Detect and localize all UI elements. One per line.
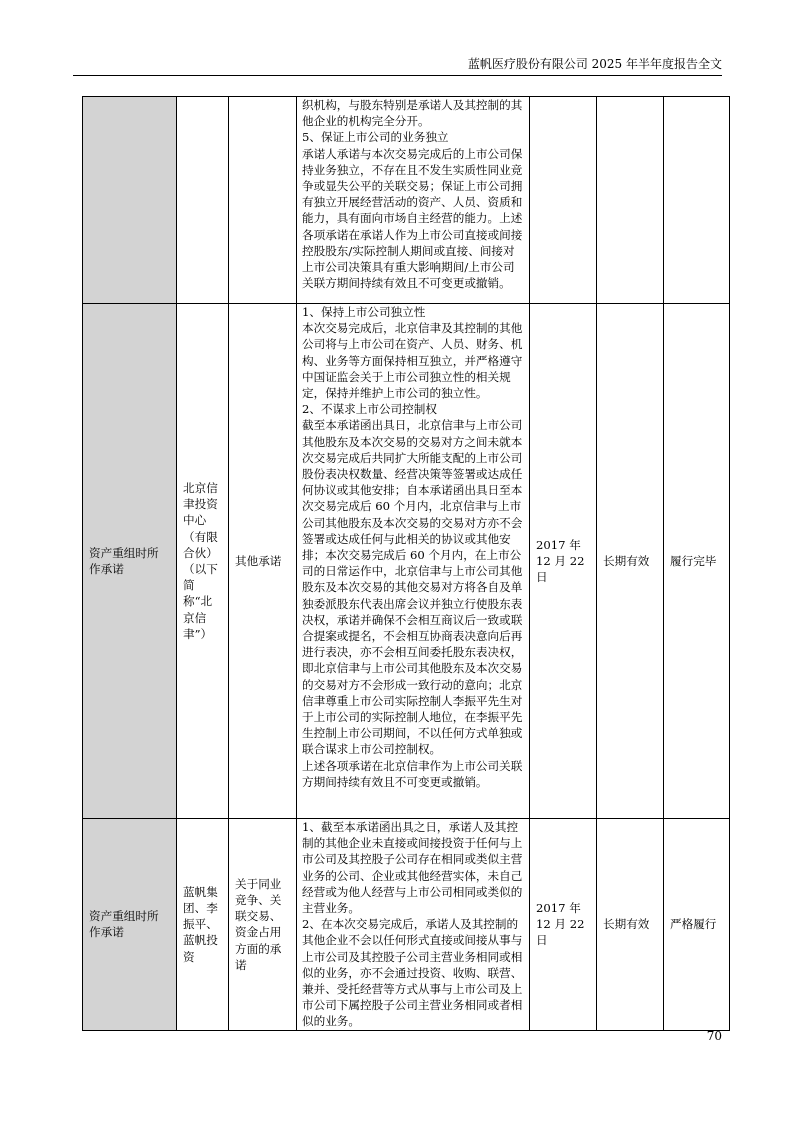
content-paragraph: 5、保证上市公司的业务独立: [302, 130, 449, 145]
content-paragraph: 上述各项承诺在北京信聿作为上市公司关联方期间持续有效且不可变更或撤销。: [302, 758, 523, 789]
date-cell: 2017 年 12 月 22 日: [530, 819, 597, 1031]
status-cell: [664, 97, 730, 304]
table-row: [83, 97, 730, 304]
type-cell: 其他承诺: [229, 304, 297, 819]
content-paragraph: 2、不谋求上市公司控制权: [302, 402, 437, 417]
content-cell: [297, 819, 530, 1031]
status-cell: 履行完毕: [664, 304, 730, 819]
party-cell: [177, 97, 229, 304]
table-row: [83, 304, 730, 819]
content-cell: [297, 97, 530, 304]
content-paragraph: 截至本承诺函出具日，北京信聿与上市公司其他股东及本次交易的交易对方之间未就本次交易完成后共同扩大所能支配的上市公司股份表决权数量、经营决策等签署或达成任何协议或其他安排；自本承诺函出具日至本次交易完成后 60 个月内，北京信聿与上市公司其他股东及本次交易的交易对方亦不会签署或达成任何与此相关的协议或其他安排；本次交易完成后 60 个月内，在上市公司的日常运作中，北京信聿与上市公司其他股东及本次交易的其他交易对方将各自及单独委派股东代表出席会议并独立行使股东表决权，承诺并确保不会相互商议后一致或联合提案或提名，不会相互协商表决意向后再进行表决，亦不会相互间委托股东表决权，即北京信聿与上市公司其他股东及本次交易的交易对方不会形成一致行动的意向；北京信聿尊重上市公司实际控制人李振平先生对于上市公司的实际控制人地位，在李振平先生控制上市公司期间，不以任何方式单独或联合谋求上市公司控制权。: [302, 418, 523, 757]
type-cell: [229, 97, 297, 304]
term-cell: 长期有效: [597, 304, 664, 819]
date-cell: 2017 年 12 月 22 日: [530, 304, 597, 819]
party-cell: 北京信聿投资中心（有限合伙）（以下简称“北京信聿”）: [177, 304, 229, 819]
content-paragraph: 承诺人承诺与本次交易完成后的上市公司保持业务独立，不存在且不发生实质性同业竞争或显失公平的关联交易；保证上市公司拥有独立开展经营活动的资产、人员、资质和能力，具有面向市场自主经营的能力。上述各项承诺在承诺人作为上市公司直接或间接控股股东/实际控制人期间或直接、间接对上市公司决策具有重大影响期间/上市公司关联方期间持续有效且不可变更或撤销。: [302, 146, 523, 291]
category-cell: 资产重组时所作承诺: [83, 819, 177, 1031]
content-paragraph: 1、截至本承诺函出具之日，承诺人及其控制的其他企业未直接或间接投资于任何与上市公司及其控股子公司存在相同或类似主营业务的公司、企业或其他经营实体，未自己经营或为他人经营与上市公司相同或类似的主营业务。: [302, 820, 523, 916]
term-cell: [597, 97, 664, 304]
content-paragraph: 2、在本次交易完成后，承诺人及其控制的其他企业不会以任何形式直接或间接从事与上市公司及其控股子公司主营业务相同或相似的业务，亦不会通过投资、收购、联营、兼并、受托经营等方式从事与上市公司及上市公司下属控股子公司主营业务相同或者相似的业务。: [302, 917, 523, 1029]
category-cell: [83, 97, 177, 304]
date-cell: [530, 97, 597, 304]
page-number: 70: [706, 1029, 722, 1043]
category-cell: 资产重组时所作承诺: [83, 304, 177, 819]
content-paragraph: 1、保持上市公司独立性: [302, 305, 426, 319]
party-cell: 蓝帆集团、李振平、蓝帆投资: [177, 819, 229, 1031]
page-header: [73, 55, 722, 76]
report-title: 蓝帆医疗股份有限公司 2025 年半年度报告全文: [467, 57, 722, 71]
commitments-table: [82, 96, 730, 1031]
content-cell: [297, 304, 530, 819]
content-paragraph: 本次交易完成后，北京信聿及其控制的其他公司将与上市公司在资产、人员、财务、机构、业务等方面保持相互独立，并严格遵守中国证监会关于上市公司独立性的相关规定，保持并维护上市公司的独立性。: [302, 321, 523, 401]
status-cell: 严格履行: [664, 819, 730, 1031]
content-paragraph: 织机构，与股东特别是承诺人及其控制的其他企业的机构完全分开。: [302, 98, 523, 129]
type-cell: 关于同业竞争、关联交易、资金占用方面的承诺: [229, 819, 297, 1031]
table-row: [83, 819, 730, 1031]
term-cell: 长期有效: [597, 819, 664, 1031]
